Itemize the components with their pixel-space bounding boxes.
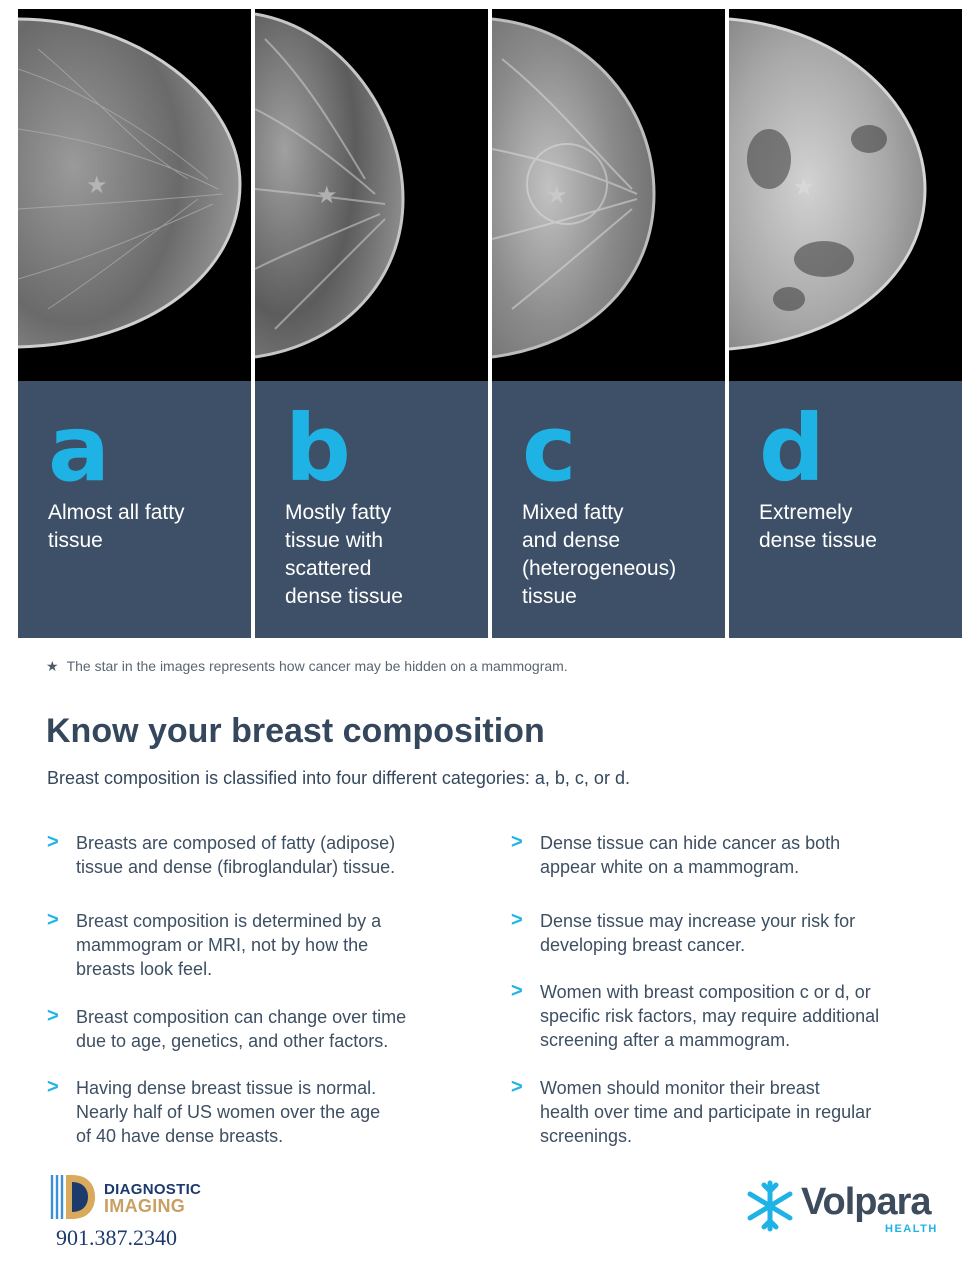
bullet-text: Having dense breast tissue is normal. Nearly half of US women over the age of 40 have dense breasts.	[76, 1078, 381, 1146]
diagnostic-imaging-logo-icon	[48, 1172, 98, 1222]
volpara-logo	[743, 1177, 943, 1237]
panel-info-a	[18, 381, 251, 638]
bullet-text: Dense tissue may increase your risk for developing breast cancer.	[540, 911, 856, 955]
panel-d	[729, 9, 962, 638]
phone-number: 901.387.2340	[56, 1225, 177, 1250]
svg-text:★: ★	[546, 181, 568, 209]
category-description: Almost all fatty tissue	[48, 501, 185, 552]
mammogram-image-a	[18, 9, 251, 381]
bullet-text: Breasts are composed of fatty (adipose) tissue and dense (fibroglandular) tissue.	[76, 833, 396, 877]
category-letter: a	[48, 395, 111, 502]
diagnostic-imaging-logo	[48, 1172, 218, 1257]
logo-line-imaging: IMAGING	[104, 1196, 186, 1216]
bullet-text: Women with breast composition c or d, or specific risk factors, may require additional screening after a mammogram.	[540, 982, 880, 1050]
footnote-text: The star in the images represents how cancer may be hidden on a mammogram.	[66, 658, 568, 674]
panel-a	[18, 9, 251, 638]
svg-text:★: ★	[316, 181, 338, 209]
mammogram-panels	[18, 9, 962, 638]
svg-text:★: ★	[86, 171, 108, 199]
chevron-right-icon: >	[511, 831, 523, 853]
panel-info-c	[492, 381, 725, 638]
volpara-sub: HEALTH	[885, 1223, 938, 1235]
svg-text:★: ★	[793, 173, 815, 201]
mammogram-image-b	[255, 9, 488, 381]
panel-info-d	[729, 381, 962, 638]
bullet-text: Breast composition can change over time due to age, genetics, and other factors.	[76, 1007, 407, 1051]
star-icon: ★	[46, 658, 59, 674]
mammogram-image-d	[729, 9, 962, 381]
category-description: Extremely dense tissue	[759, 501, 877, 552]
bullet-text: Dense tissue can hide cancer as both appear white on a mammogram.	[540, 833, 841, 877]
chevron-right-icon: >	[47, 1076, 59, 1098]
panel-c	[492, 9, 725, 638]
page-subtitle: Breast composition is classified into four different categories: a, b, c, or d.	[47, 768, 630, 788]
chevron-right-icon: >	[47, 831, 59, 853]
bullet-text: Breast composition is determined by a mammogram or MRI, not by how the breasts look feel.	[76, 911, 382, 979]
category-description: Mostly fatty tissue with scattered dense tissue	[285, 501, 403, 608]
panel-b	[255, 9, 488, 638]
chevron-right-icon: >	[511, 1076, 523, 1098]
chevron-right-icon: >	[511, 909, 523, 931]
snowflake-icon	[743, 1179, 797, 1233]
category-description: Mixed fatty and dense (heterogeneous) tissue	[522, 501, 677, 608]
volpara-name: Volpara	[801, 1181, 931, 1223]
bullet-text: Women should monitor their breast health over time and participate in regular screenings.	[540, 1078, 872, 1146]
panel-info-b	[255, 381, 488, 638]
page-title: Know your breast composition	[46, 712, 545, 750]
category-letter: c	[522, 395, 577, 502]
chevron-right-icon: >	[511, 980, 523, 1002]
mammogram-image-c	[492, 9, 725, 381]
chevron-right-icon: >	[47, 1005, 59, 1027]
chevron-right-icon: >	[47, 909, 59, 931]
category-letter: b	[285, 395, 351, 502]
footnote	[46, 658, 568, 675]
logo-line-diagnostic: DIAGNOSTIC	[104, 1181, 202, 1198]
category-letter: d	[759, 395, 825, 502]
